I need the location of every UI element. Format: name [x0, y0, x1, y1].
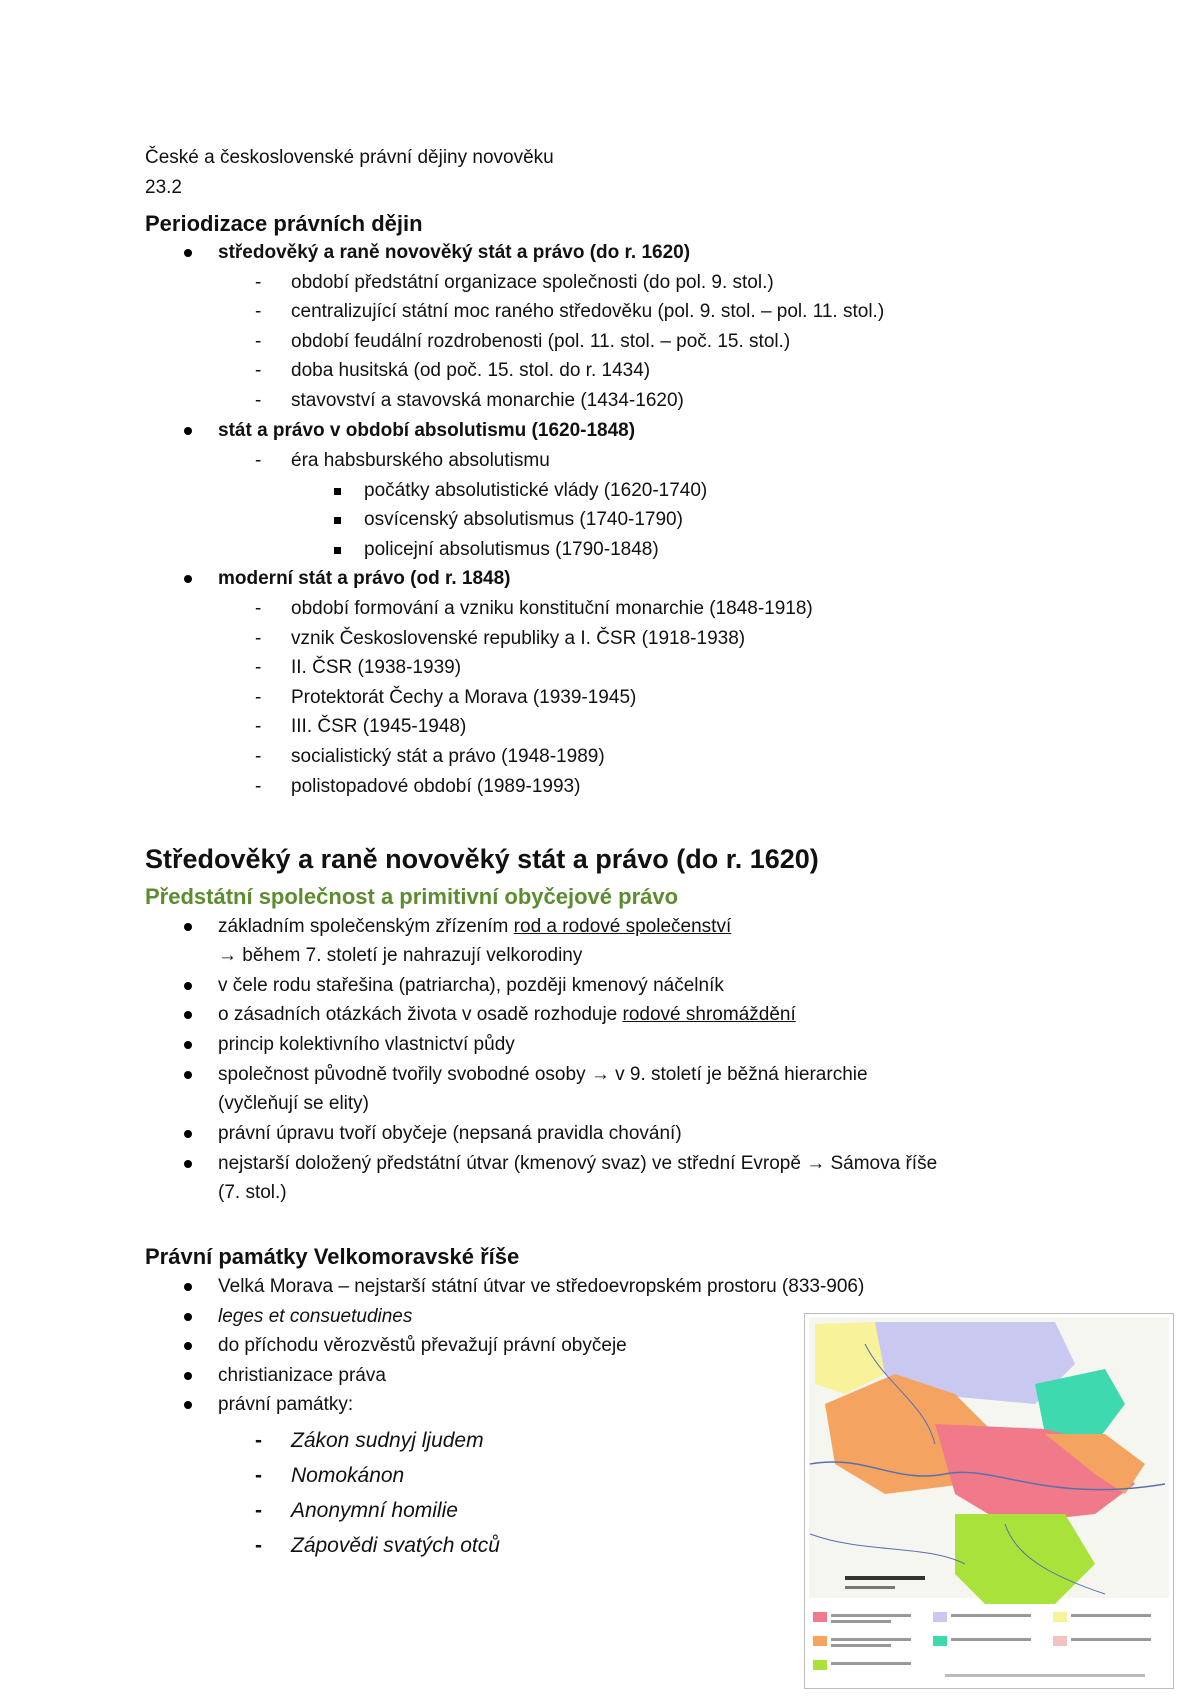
bullet-icon	[184, 1011, 192, 1019]
list-item: společnost původně tvořily svobodné osoby → v 9. století je běžná hierarchie	[218, 1063, 868, 1087]
list-item: - vznik Československé republiky a I. ČSR (1918-1938)	[255, 628, 746, 649]
period-2-label: stát a právo v období absolutismu (1620-1848)	[218, 420, 636, 441]
monument-item: - Zápovědi svatých otců	[255, 1534, 500, 1557]
square-bullet-icon	[334, 488, 341, 495]
bullet-icon	[184, 427, 192, 435]
list-item: počátky absolutistické vlády (1620-1740)	[364, 479, 707, 503]
period-1	[218, 241, 690, 265]
period-3	[218, 567, 510, 591]
bullet-icon	[184, 982, 192, 990]
monument-item: - Nomokánon	[255, 1464, 405, 1487]
bullet-icon	[184, 1130, 192, 1138]
map-illustration	[805, 1314, 1173, 1688]
bullet-icon	[184, 1160, 192, 1168]
bullet-icon	[184, 1372, 192, 1380]
heading-periodization: Periodizace právních dějin	[145, 211, 423, 236]
list-item: - socialistický stát a právo (1948-1989)	[255, 746, 605, 767]
list-item: v čele rodu stařešina (patriarcha), později kmenový náčelník	[218, 974, 724, 998]
period-1-label: středověký a raně novověký stát a právo (do r. 1620)	[218, 242, 691, 263]
square-bullet-icon	[334, 547, 341, 554]
list-item: - polistopadové období (1989-1993)	[255, 776, 581, 797]
period-3-label: moderní stát a právo (od r. 1848)	[218, 568, 511, 589]
monument-item: - Zákon sudnyj ljudem	[255, 1429, 484, 1452]
bullet-icon	[184, 1071, 192, 1079]
underlined-term: rod a rodové společenství	[513, 916, 732, 937]
section-subheading: Předstátní společnost a primitivní obyčejové právo	[145, 884, 679, 909]
list-item: - Protektorát Čechy a Morava (1939-1945)	[255, 687, 637, 708]
list-item: právní úpravu tvoří obyčeje (nepsaná pravidla chování)	[218, 1122, 682, 1146]
bullet-icon	[184, 575, 192, 583]
list-item: princip kolektivního vlastnictví půdy	[218, 1033, 515, 1057]
list-item: christianizace práva	[218, 1364, 386, 1388]
bullet-icon	[184, 1041, 192, 1049]
list-item: - období předstátní organizace společnosti (do pol. 9. stol.)	[255, 272, 774, 293]
list-item: osvícenský absolutismus (1740-1790)	[364, 508, 683, 532]
list-item-continuation: → během 7. století je nahrazují velkorodiny	[218, 945, 583, 966]
list-item: - stavovství a stavovská monarchie (1434-1620)	[255, 390, 684, 411]
underlined-term: rodové shromáždění	[622, 1004, 796, 1025]
period-2	[218, 419, 635, 443]
list-item: - III. ČSR (1945-1948)	[255, 716, 467, 737]
list-item: o zásadních otázkách života v osadě rozhoduje rodové shromáždění	[218, 1003, 796, 1027]
bullet-icon	[184, 1401, 192, 1409]
bullet-icon	[184, 1313, 192, 1321]
square-bullet-icon	[334, 517, 341, 524]
list-item: policejní absolutismus (1790-1848)	[364, 538, 659, 562]
list-item: základním společenským zřízením rod a rodové společenství	[218, 915, 731, 939]
list-item: leges et consuetudines	[218, 1305, 412, 1329]
bullet-icon	[184, 249, 192, 257]
monument-item: - Anonymní homilie	[255, 1499, 458, 1522]
list-item: - II. ČSR (1938-1939)	[255, 657, 462, 678]
list-item: právní památky:	[218, 1393, 353, 1417]
list-item: - období feudální rozdrobenosti (pol. 11. stol. – poč. 15. stol.)	[255, 331, 791, 352]
list-item-continuation: (vyčleňují se elity)	[218, 1093, 369, 1114]
moravia-heading: Právní památky Velkomoravské říše	[145, 1244, 520, 1269]
section-heading: Středověký a raně novověký stát a právo (do r. 1620)	[145, 844, 819, 874]
list-item: - doba husitská (od poč. 15. stol. do r. 1434)	[255, 360, 651, 381]
bullet-icon	[184, 1342, 192, 1350]
document-title: České a československé právní dějiny novověku	[145, 147, 554, 168]
list-item-continuation: (7. stol.)	[218, 1182, 287, 1203]
list-item: nejstarší doložený předstátní útvar (kmenový svaz) ve střední Evropě → Sámova říše	[218, 1152, 937, 1176]
list-item: do příchodu věrozvěstů převažují právní obyčeje	[218, 1334, 627, 1358]
bullet-icon	[184, 1283, 192, 1291]
document-date: 23.2	[145, 177, 182, 198]
list-item: - éra habsburského absolutismu	[255, 450, 550, 471]
list-item: Velká Morava – nejstarší státní útvar ve středoevropském prostoru (833-906)	[218, 1275, 864, 1299]
list-item: - centralizující státní moc raného středověku (pol. 9. stol. – pol. 11. stol.)	[255, 301, 885, 322]
great-moravia-map-image	[804, 1313, 1174, 1689]
list-item: - období formování a vzniku konstituční monarchie (1848-1918)	[255, 598, 813, 619]
bullet-icon	[184, 923, 192, 931]
